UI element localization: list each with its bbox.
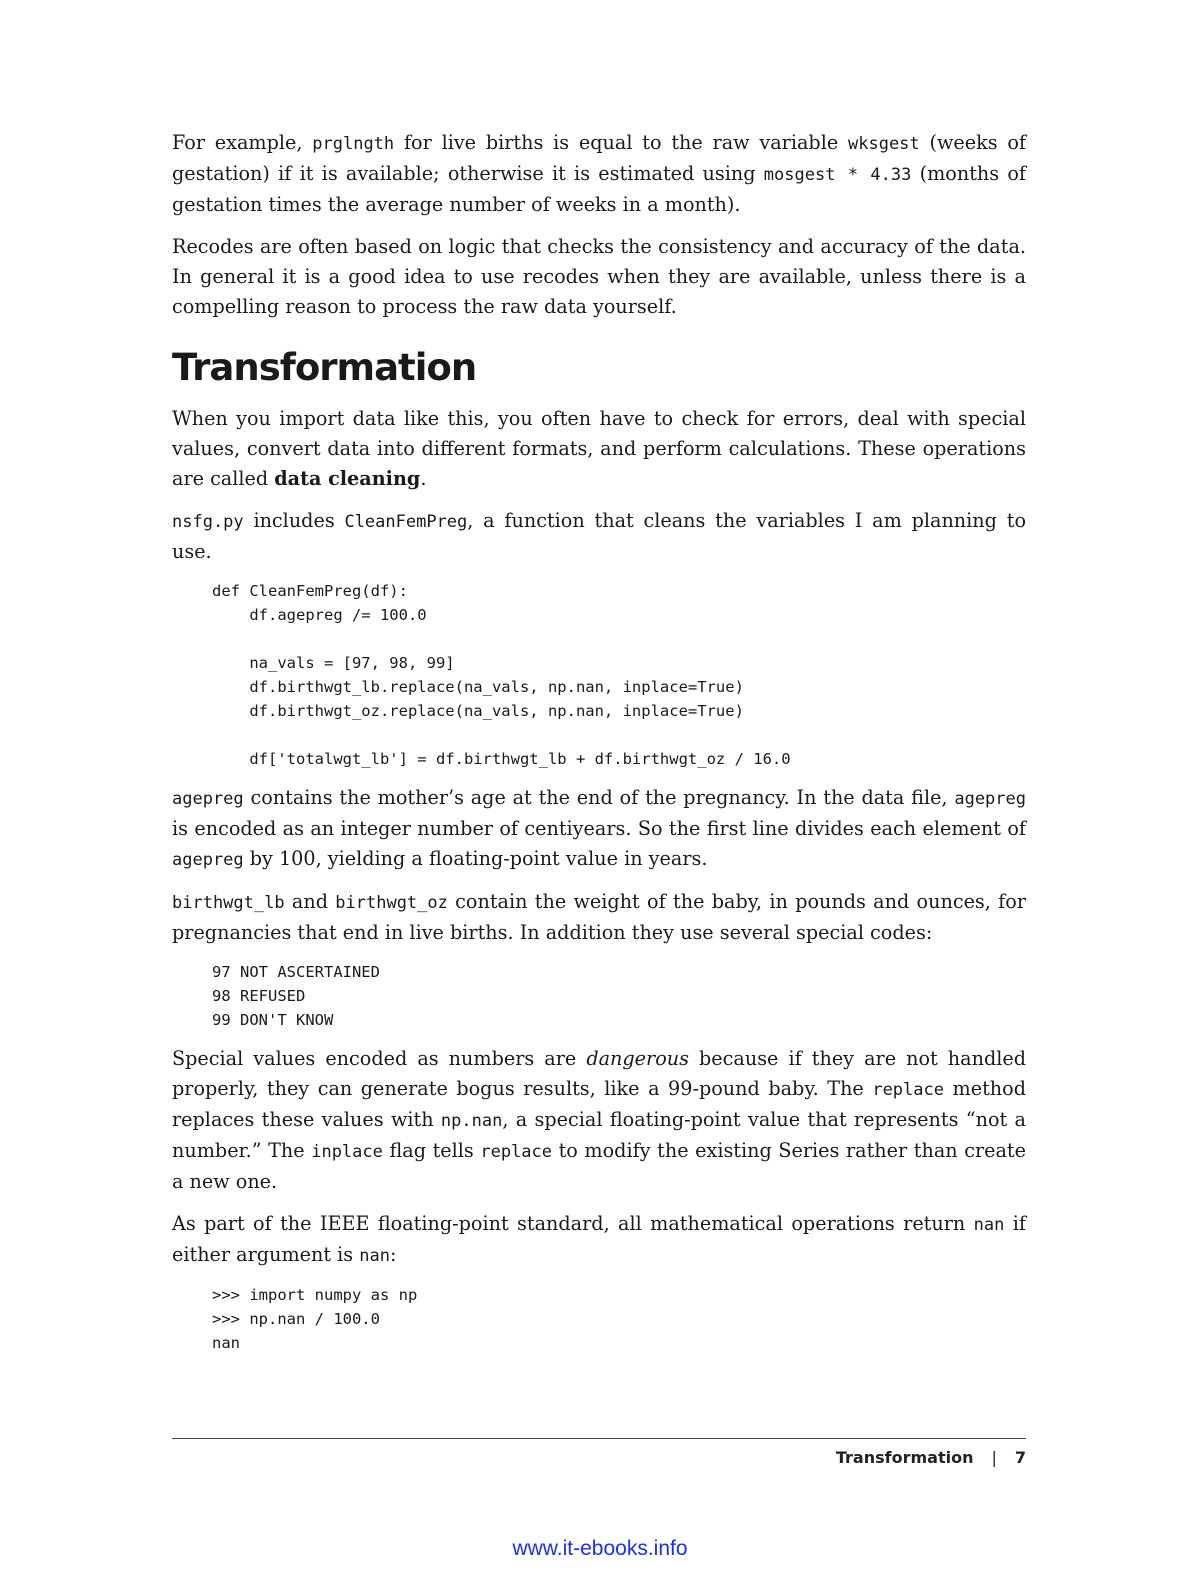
text: . bbox=[420, 467, 427, 490]
inline-code: nsfg.py bbox=[172, 512, 244, 532]
paragraph-birthwgt bbox=[172, 887, 1026, 948]
paragraph-import-data bbox=[172, 404, 1026, 494]
paragraph-special-values bbox=[172, 1044, 1026, 1197]
text: to modify the existing Series rather than create a new one. bbox=[172, 1139, 1026, 1193]
inline-code: replace bbox=[480, 1142, 552, 1162]
code-block-clean-fem-preg bbox=[212, 579, 1026, 771]
text: if either argument is bbox=[172, 1212, 1027, 1266]
text: flag tells bbox=[382, 1139, 481, 1162]
code-block-numpy bbox=[212, 1283, 1026, 1355]
text: and bbox=[284, 890, 336, 913]
code-line: >>> import numpy as np bbox=[212, 1286, 418, 1304]
text: includes bbox=[243, 509, 345, 532]
text: (months of gestation times the average number of weeks in a month). bbox=[172, 162, 1026, 216]
code-block-special-codes bbox=[212, 960, 1026, 1032]
page-number: 7 bbox=[1014, 1448, 1026, 1467]
inline-code: mosgest * 4.33 bbox=[763, 165, 912, 185]
code-line: df.birthwgt_lb.replace(na_vals, np.nan, inplace=True) bbox=[212, 678, 744, 696]
paragraph-recodes: Recodes are often based on logic that checks the consistency and accuracy of the data. In general it is a good idea to use recodes when they are available, unless there is a compelling reason to process the raw data yourself. bbox=[172, 235, 1026, 318]
code-line: >>> np.nan / 100.0 bbox=[212, 1310, 380, 1328]
text: For example, bbox=[172, 131, 313, 154]
code-line: def CleanFemPreg(df): bbox=[212, 582, 408, 600]
inline-code: nan bbox=[359, 1246, 390, 1266]
page-footer bbox=[836, 1448, 1026, 1467]
paragraph-ieee bbox=[172, 1209, 1026, 1271]
paragraph-agepreg bbox=[172, 783, 1026, 875]
code-line: 99 DON'T KNOW bbox=[212, 1011, 334, 1029]
text: because if they are not handled properly, they can generate bogus results, like a 99-pound baby. The bbox=[172, 1047, 1026, 1100]
inline-code: agepreg bbox=[172, 789, 244, 809]
inline-code: replace bbox=[872, 1080, 944, 1100]
text: Special values encoded as numbers are bbox=[172, 1047, 587, 1070]
inline-code: birthwgt_oz bbox=[335, 893, 448, 913]
text: by 100, yielding a floating-point value in years. bbox=[243, 847, 708, 870]
inline-code: wksgest bbox=[848, 134, 920, 154]
inline-code: CleanFemPreg bbox=[344, 512, 468, 532]
code-line: 98 REFUSED bbox=[212, 987, 306, 1005]
code-line bbox=[212, 627, 1026, 651]
footer-divider bbox=[172, 1438, 1026, 1439]
text: : bbox=[389, 1243, 397, 1266]
website-link[interactable]: www.it-ebooks.info bbox=[512, 1537, 688, 1560]
text: contains the mother’s age at the end of the pregnancy. In the data file, bbox=[243, 786, 955, 809]
paragraph-prglngth bbox=[172, 128, 1026, 220]
footer-separator: | bbox=[991, 1448, 997, 1467]
code-line: df.birthwgt_oz.replace(na_vals, np.nan, inplace=True) bbox=[212, 702, 744, 720]
inline-code: np.nan bbox=[440, 1111, 503, 1131]
inline-code: agepreg bbox=[954, 789, 1026, 809]
paragraph-nsfg bbox=[172, 506, 1026, 567]
code-line: na_vals = [97, 98, 99] bbox=[212, 654, 455, 672]
inline-code: nan bbox=[973, 1215, 1005, 1235]
text: , a function that cleans the variables I am planning to use. bbox=[172, 509, 1026, 563]
inline-code: prglngth bbox=[312, 134, 395, 154]
text: When you import data like this, you often have to check for errors, deal with special values, convert data into different formats, and perform calculations. These operations are called bbox=[172, 407, 1026, 490]
code-line: df.agepreg /= 100.0 bbox=[212, 606, 427, 624]
code-line: nan bbox=[212, 1334, 240, 1352]
text: , a special floating-point value that represents “not a number.” The bbox=[172, 1108, 1026, 1162]
inline-code: inplace bbox=[311, 1142, 383, 1162]
text: for live births is equal to the raw variable bbox=[394, 131, 848, 154]
text: method replaces these values with bbox=[172, 1077, 1026, 1131]
emphasis: dangerous bbox=[586, 1047, 689, 1070]
inline-code: agepreg bbox=[172, 850, 244, 870]
text: (weeks of gestation) if it is available; otherwise it is estimated using bbox=[172, 131, 1026, 185]
text: is encoded as an integer number of centiyears. So the first line divides each element of bbox=[172, 817, 1026, 840]
text: As part of the IEEE floating-point standard, all mathematical operations return bbox=[172, 1212, 974, 1235]
code-line: df['totalwgt_lb'] = df.birthwgt_lb + df.birthwgt_oz / 16.0 bbox=[212, 750, 791, 768]
section-heading: Transformation bbox=[172, 346, 477, 389]
code-line bbox=[212, 723, 1026, 747]
bold-term: data cleaning bbox=[274, 467, 421, 490]
inline-code: birthwgt_lb bbox=[172, 893, 285, 913]
text: contain the weight of the baby, in pounds and ounces, for pregnancies that end in live births. In addition they use several special codes: bbox=[172, 890, 1026, 944]
code-line: 97 NOT ASCERTAINED bbox=[212, 963, 380, 981]
footer-section-title: Transformation bbox=[835, 1448, 974, 1467]
page-content bbox=[172, 128, 1026, 1367]
